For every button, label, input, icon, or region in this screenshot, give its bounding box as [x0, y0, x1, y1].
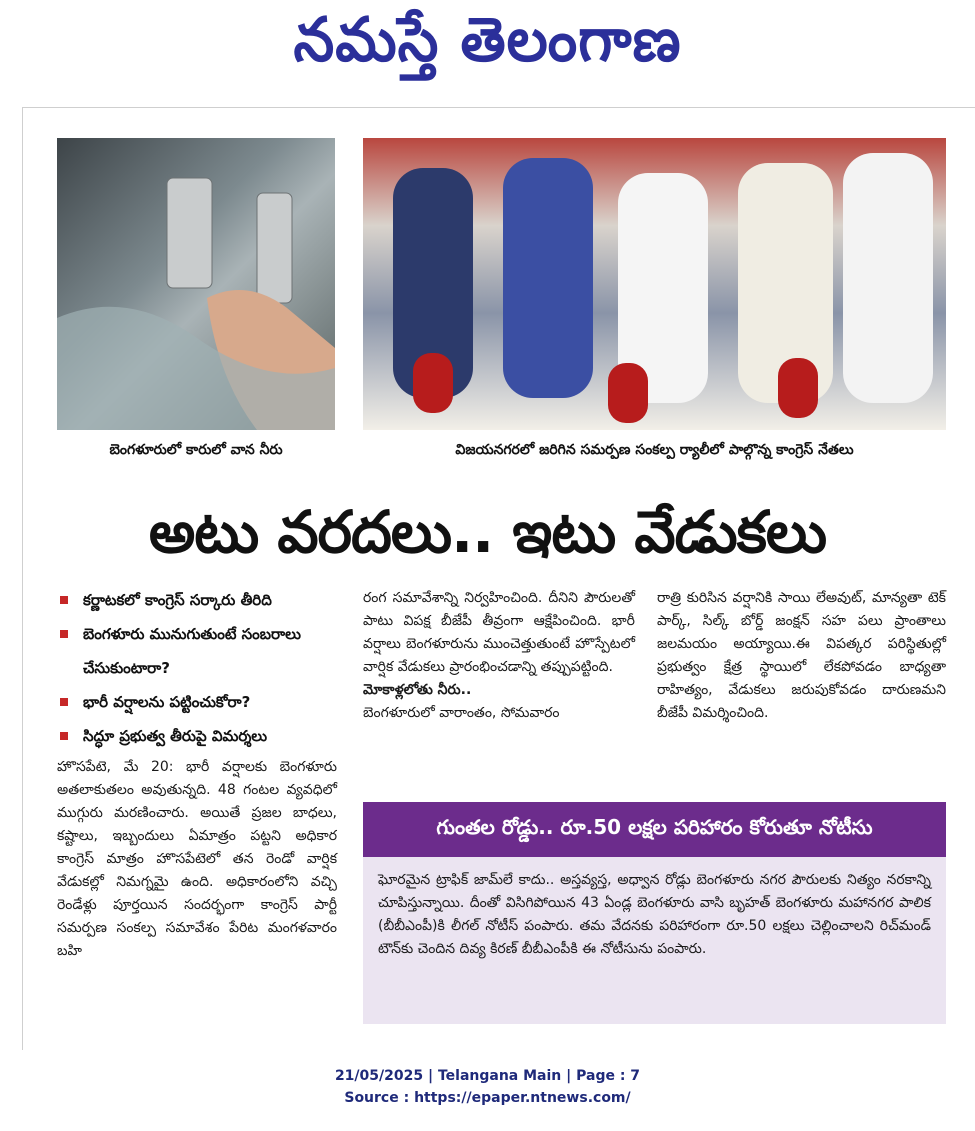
photo-flooded-car-art: [57, 138, 335, 430]
photo-congress-rally-art: [363, 138, 946, 430]
footer-source-link[interactable]: Source : https://epaper.ntnews.com/: [344, 1090, 631, 1106]
sidebar-title: గుంతల రోడ్డు.. రూ.50 లక్షల పరిహారం కోరుతూ నోటీసు: [363, 802, 946, 857]
column-2-subhead: మోకాళ్లలోతు నీరు..: [363, 682, 472, 698]
bullet-marker: [60, 732, 68, 740]
bullet-text: సిద్ధూ ప్రభుత్వ తీరుపై విమర్శలు: [83, 727, 268, 745]
article-column-3: రాత్రి కురిసిన వర్షానికి సాయి లేఅవుట్‌, మాన్యతా టెక్‌ పార్క్‌, సిల్క్‌ బోర్డ్‌ జంక్షన్‌ సహ పలు ప్రాంతాలు జలమయం అయ్యాయి.ఈ విపత్కర పరిస్థితుల్లో ప్రభుత్వం క్షేత్ర స్థాయిలో లేకపోవడం బాధ్యతా రాహిత్యం, వేడుకలు జరుపుకోవడం దారుణమని బీజేపీ విమర్శించింది.: [657, 590, 946, 721]
bullet-item: [57, 617, 337, 685]
sidebar-box: [363, 802, 946, 1024]
bullet-list: [57, 583, 337, 753]
footer-edition-line: 21/05/2025 | Telangana Main | Page : 7: [334, 1068, 641, 1084]
article-column-1: హొసపేటె, మే 20: భారీ వర్షాలకు బెంగళూరు అతలాకుతలం అవుతున్నది. 48 గంటల వ్యవధిలో ముగ్గురు మరణించారు. అయితే ప్రజల బాధలు, కష్టాలు, ఇబ్బందులు ఏమాత్రం పట్టని అధికార కాంగ్రెస్‌ మాత్రం హొసపేటెలో తన రెండో వార్షిక వేడుకల్లో నిమగ్నమై ఉంది. అధికారంలోని వచ్చి రెండేళ్లు పూర్తయిన సందర్భంగా కాంగ్రెస్‌ పార్టీ సమర్పణ సంకల్ప సమావేశం పేరిట మంగళవారం బహి: [57, 759, 337, 959]
photo-caption-right: విజయనగరలో జరిగిన సమర్పణ సంకల్ప ర్యాలీలో పాల్గొన్న కాంగ్రెస్‌ నేతలు: [455, 441, 854, 458]
column-2-paragraph-2: బెంగళూరులో వారాంతం, సోమవారం: [363, 705, 560, 721]
page-border-top: [22, 107, 975, 108]
bullet-marker: [60, 630, 68, 638]
article-column-2: [363, 587, 635, 725]
bullet-item: [57, 719, 337, 753]
bullet-marker: [60, 698, 68, 706]
photo-congress-rally: [363, 138, 946, 430]
bullet-text: భారీ వర్షాలను పట్టించుకోరా?: [83, 693, 251, 711]
column-2-paragraph-1: రంగ సమావేశాన్ని నిర్వహించింది. దీనిని పౌరులతో పాటు విపక్ష బీజేపీ తీవ్రంగా ఆక్షేపించింది. భారీ వర్షాలు బెంగళూరును ముంచెత్తుతుంటే హొస్పేటలో వార్షిక వేడుకలు ప్రారంభించడాన్ని తప్పుపట్టింది.: [363, 590, 635, 675]
bullet-item: [57, 583, 337, 617]
sidebar-body: ఘోరమైన ట్రాఫిక్‌ జామ్‌లే కాదు.. అస్తవ్యస్త, అధ్వాన రోడ్లు బెంగళూరు నగర పౌరులకు నిత్యం నరకాన్ని చూపిస్తున్నాయి. దీంతో విసిగిపోయిన 43 ఏండ్ల బెంగళూరు వాసి బృహత్‌ బెంగళూరు మహానగర పాలిక (బీబీఎంపీ)కి లీగల్‌ నోటీస్‌ పంపారు. తమ వేదనకు పరిహారంగా రూ.50 లక్షలు చెల్లించాలని రిచ్‌మండ్‌ టౌన్‌కు చెందిన దివ్య కిరణ్‌ బీబీఎంపీకి ఈ నోటీసును పంపారు.: [378, 872, 931, 957]
photo-caption-left: బెంగళూరులో కారులో వాన నీరు: [109, 441, 283, 458]
bullet-item: [57, 685, 337, 719]
article-headline: అటు వరదలు.. ఇటు వేడుకలు: [148, 498, 827, 566]
masthead: [0, 0, 975, 95]
bullet-marker: [60, 596, 68, 604]
page-border-left: [22, 107, 23, 1050]
bullet-text: బెంగళూరు మునుగుతుంటే సంబరాలు చేసుకుంటారా?: [83, 625, 301, 677]
page-footer: [0, 1065, 975, 1109]
newspaper-logo: నమస్తే తెలంగాణ: [293, 3, 682, 76]
photo-flooded-car: [57, 138, 335, 430]
bullet-text: కర్ణాటకలో కాంగ్రెస్‌ సర్కారు తీరిది: [83, 591, 272, 609]
